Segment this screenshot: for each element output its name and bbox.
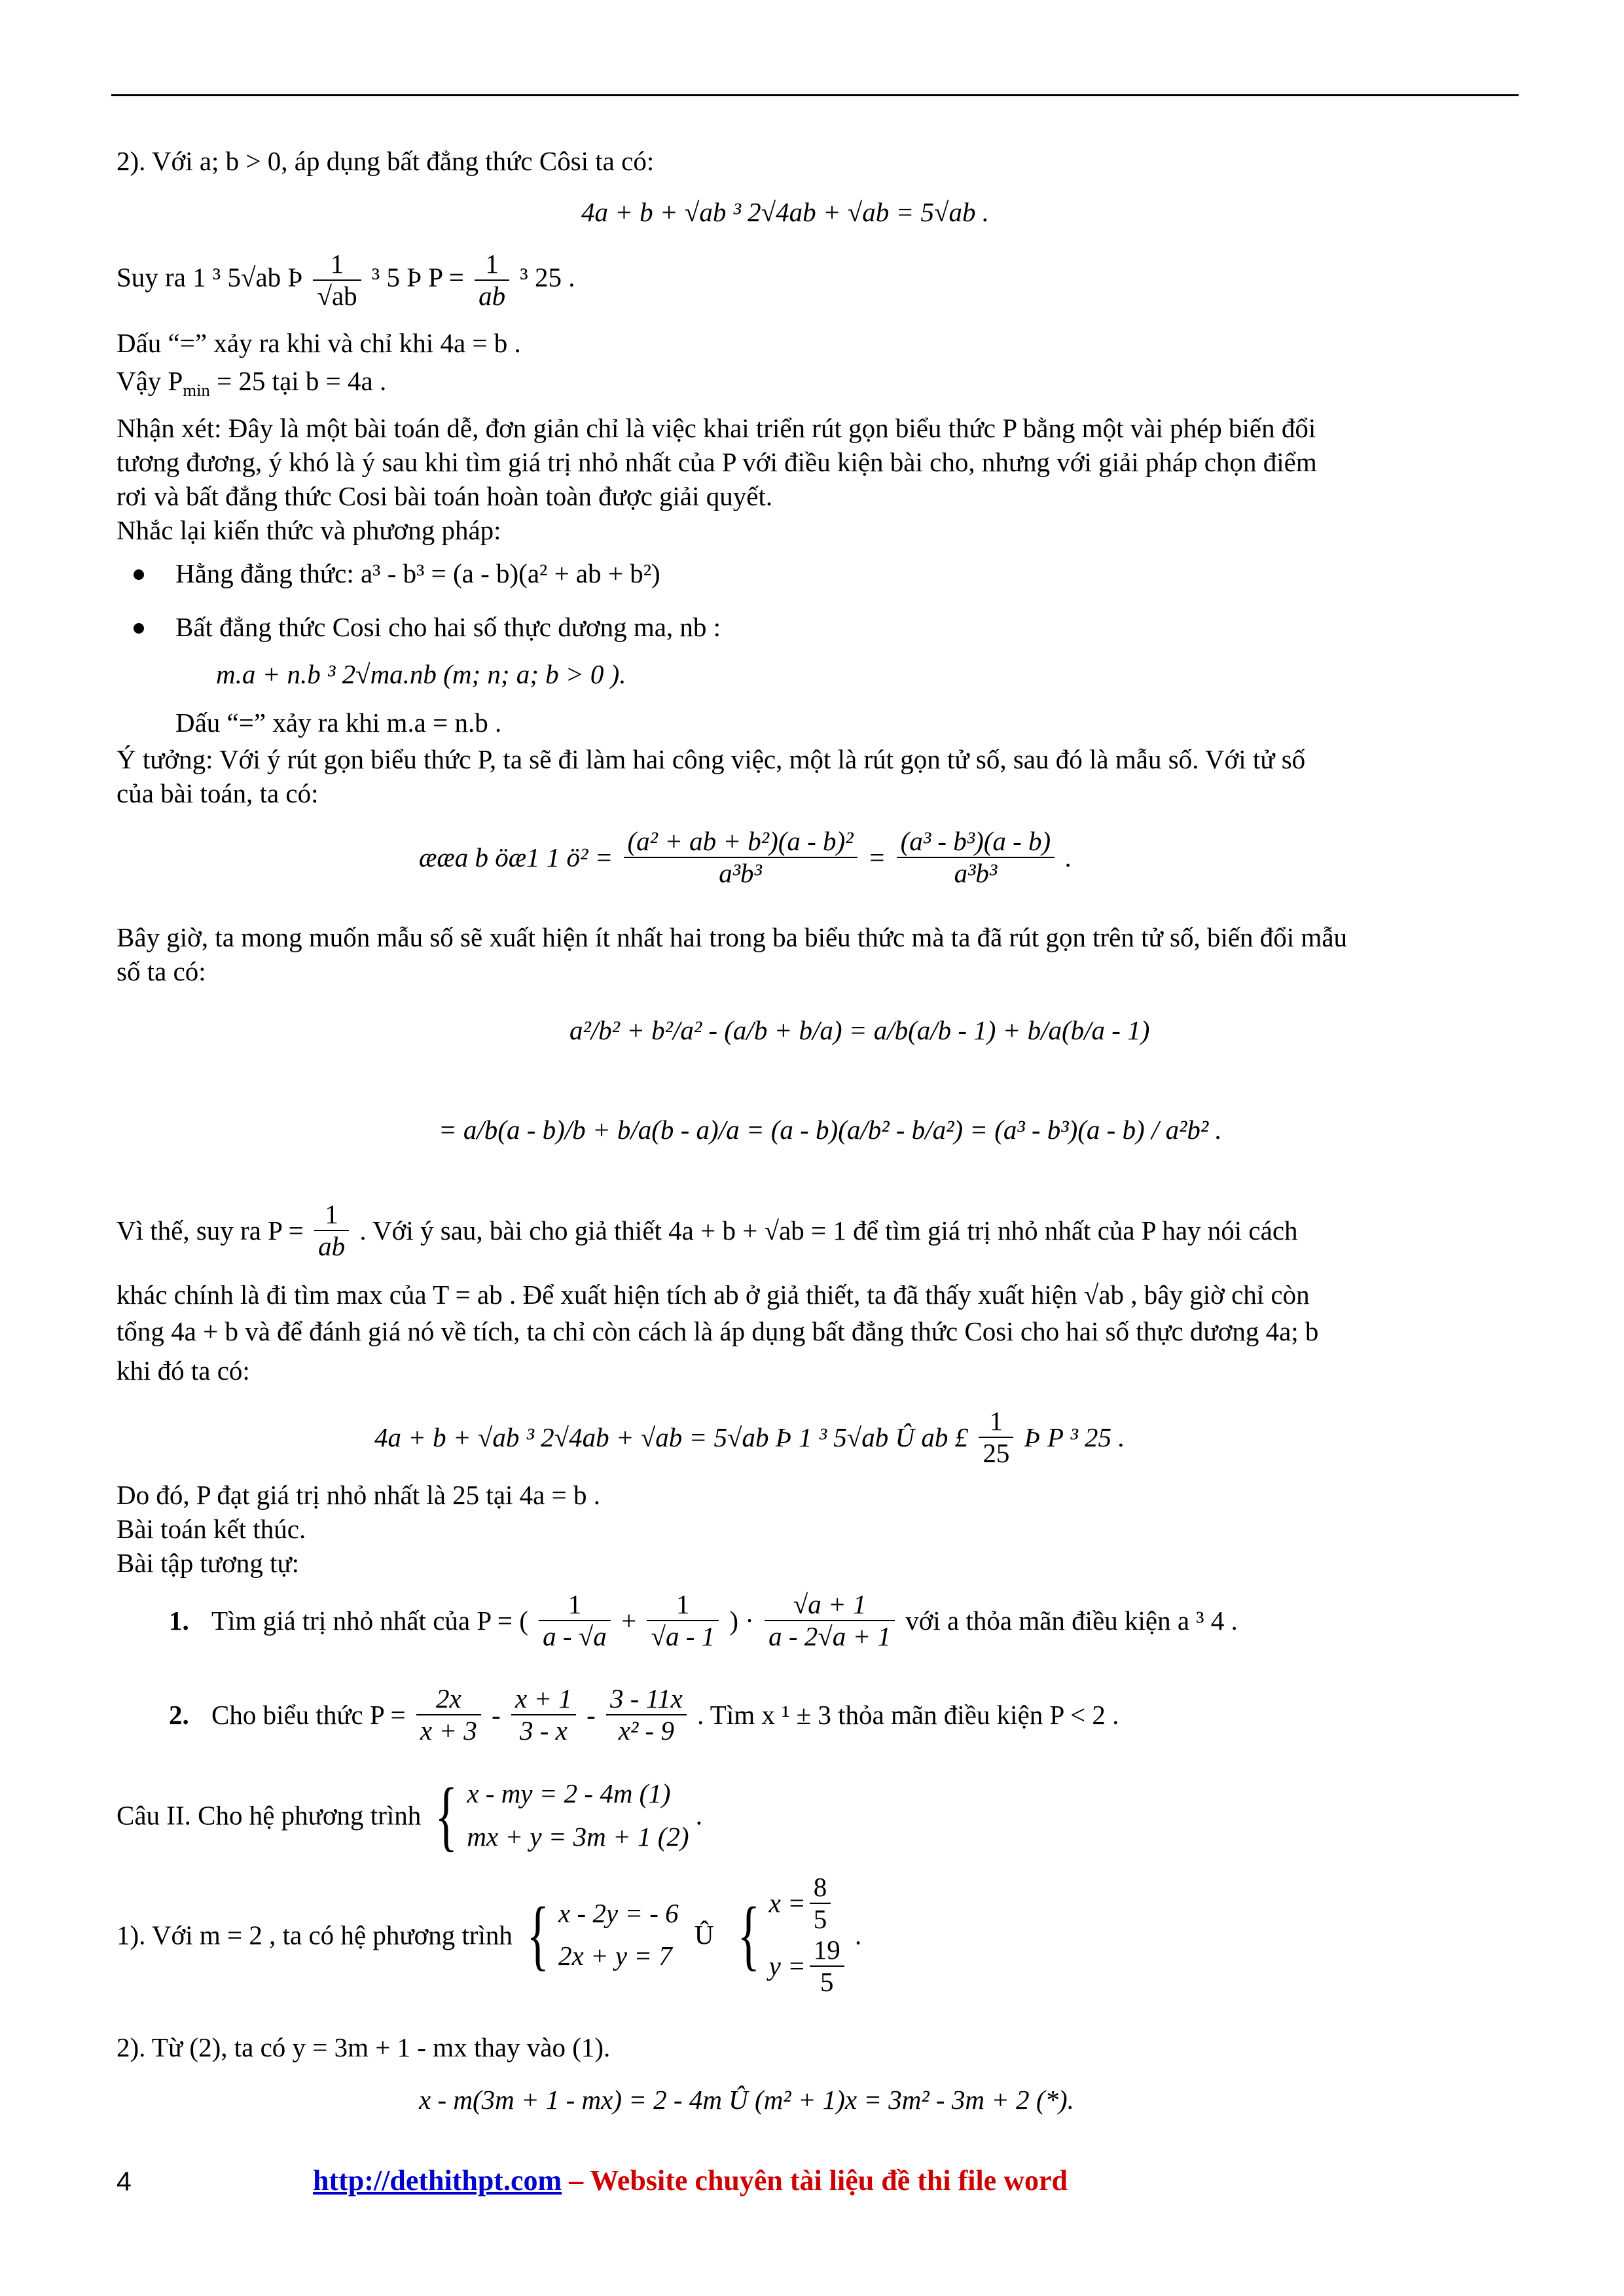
fraction: $\frac{1}{ab}$ bbox=[475, 249, 509, 312]
fraction: $\frac{1}{√ab}$ bbox=[313, 249, 361, 312]
page-number: 4 bbox=[117, 2166, 132, 2197]
text-line: Do đó, P đạt giá trị nhỏ nhất là 25 tại 4a = b . bbox=[117, 1480, 600, 1510]
text-line: 2). Với a; b > 0, áp dụng bất đẳng thức Côsi ta có: bbox=[117, 146, 655, 176]
text: ³ 5 Þ P = bbox=[371, 262, 464, 293]
exercise-1: 1. Tìm giá trị nhỏ nhất của P = ( $\frac{1}{a - √a}$ + $\frac{1}{√a - 1}$ ) · $\frac{√a + 1}{a - 2√a + 1}$ với a thỏa mãn điều kiện a ³ 4 . bbox=[169, 1589, 1238, 1652]
text-line: của bài toán, ta có: bbox=[117, 778, 319, 808]
text-line: khác chính là đi tìm max của T = ab . Để xuất hiện tích ab ở giả thiết, ta đã thấy xuất hiện √ab , bây giờ chỉ còn bbox=[117, 1280, 1310, 1310]
equation-line: ææa b öæ1 1 ö² = $\frac{\text{(a² + ab + b²)(a - b)²}}{\text{a³b³}}$ = $\frac{\text{(a³ - b³)(a - b)}}{\text{a³b³}}$ . bbox=[419, 826, 1072, 889]
equation-line bbox=[117, 249, 575, 312]
bullet-icon bbox=[134, 623, 144, 634]
text-line: tổng 4a + b và để đánh giá nó về tích, ta chỉ còn cách là áp dụng bất đẳng thức Cosi cho hai số thực dương 4a; b bbox=[117, 1316, 1319, 1346]
equation: a²/b² + b²/a² - (a/b + b/a) = a/b(a/b - 1) + b/a(b/a - 1) bbox=[569, 1015, 1150, 1045]
bullet-icon bbox=[134, 569, 144, 580]
text-line: Ý tưởng: Với ý rút gọn biểu thức P, ta sẽ đi làm hai công việc, một là rút gọn tử số, sau đó là mẫu số. Với tử số bbox=[117, 744, 1306, 774]
text-line: Bất đẳng thức Cosi cho hai số thực dương ma, nb : bbox=[175, 612, 721, 642]
footer-text: – Website chuyên tài liệu đề thi file word bbox=[562, 2164, 1068, 2197]
text-line: tương đương, ý khó là ý sau khi tìm giá trị nhỏ nhất của P với điều kiện bài cho, nhưng với giải pháp chọn điểm bbox=[117, 447, 1317, 477]
text-line: Bây giờ, ta mong muốn mẫu số sẽ xuất hiện ít nhất hai trong ba biểu thức mà ta đã rút gọn trên tử số, biến đổi mẫu bbox=[117, 922, 1348, 952]
text-line: Bài toán kết thúc. bbox=[117, 1514, 306, 1544]
text-line: Dấu “=” xảy ra khi và chỉ khi 4a = b . bbox=[117, 328, 521, 358]
text-line: Dấu “=” xảy ra khi m.a = n.b . bbox=[175, 708, 502, 738]
text-line: 2). Từ (2), ta có y = 3m + 1 - mx thay vào (1). bbox=[117, 2032, 611, 2062]
exercise-2: 2. Cho biểu thức P = $\frac{2x}{x + 3}$ - $\frac{x + 1}{3 - x}$ - $\frac{3 - 11x}{\text{x² - 9}}$ . Tìm x ¹ ± 3 thỏa mãn điều kiện P < 2 . bbox=[169, 1683, 1119, 1746]
text-line: khi đó ta có: bbox=[117, 1355, 250, 1386]
equation: m.a + n.b ³ 2√ma.nb (m; n; a; b > 0 ). bbox=[216, 659, 626, 689]
text-line: Bài tập tương tự: bbox=[117, 1548, 300, 1578]
text: ³ 25 . bbox=[520, 262, 575, 293]
text-line: Nhắc lại kiến thức và phương pháp: bbox=[117, 515, 501, 545]
footer bbox=[313, 2164, 1068, 2197]
text-line: rơi và bất đẳng thức Cosi bài toán hoàn toàn được giải quyết. bbox=[117, 481, 773, 511]
text-line: Nhận xét: Đây là một bài toán dễ, đơn giản chỉ là việc khai triển rút gọn biểu thức P bằng một vài phép biến đổi bbox=[117, 413, 1316, 443]
text-line: Hằng đẳng thức: a³ - b³ = (a - b)(a² + ab + b²) bbox=[175, 558, 660, 588]
header-rule bbox=[111, 94, 1519, 96]
equation: = a/b(a - b)/b + b/a(b - a)/a = (a - b)(a/b² - b/a²) = (a³ - b³)(a - b) / a²b² . bbox=[439, 1115, 1222, 1145]
text: Suy ra 1 ³ 5√ab Þ bbox=[117, 262, 303, 293]
text-line: Vậy $P_{min} = 25$ tại b = 4a . bbox=[117, 366, 387, 401]
equation: 4a + b + √ab ³ 2√4ab + √ab = 5√ab . bbox=[581, 197, 989, 227]
system-question: Câu II. Cho hệ phương trình { x - my = 2 - 4m (1) mx + y = 3m + 1 (2) . bbox=[117, 1771, 703, 1859]
equation-line: 4a + b + √ab ³ 2√4ab + √ab = 5√ab Þ 1 ³ 5√ab Û ab £ $\frac{1}{25}$ Þ P ³ 25 . bbox=[374, 1406, 1125, 1469]
system-solution: 1). Với m = 2 , ta có hệ phương trình { x - 2y = - 6 2x + y = 7 Û { x = $\frac{8}{5}$ y = $\frac{19}{5}$ . bbox=[117, 1872, 862, 1998]
equation: x - m(3m + 1 - mx) = 2 - 4m Û (m² + 1)x = 3m² - 3m + 2 (*). bbox=[419, 2085, 1074, 2115]
footer-link[interactable]: http://dethithpt.com bbox=[313, 2164, 562, 2197]
text-line: số ta có: bbox=[117, 956, 206, 986]
equation-line: Vì thế, suy ra P = $\frac{1}{ab}$ . Với ý sau, bài cho giả thiết 4a + b + √ab = 1 để tìm giá trị nhỏ nhất của P hay nói cách bbox=[117, 1199, 1298, 1262]
